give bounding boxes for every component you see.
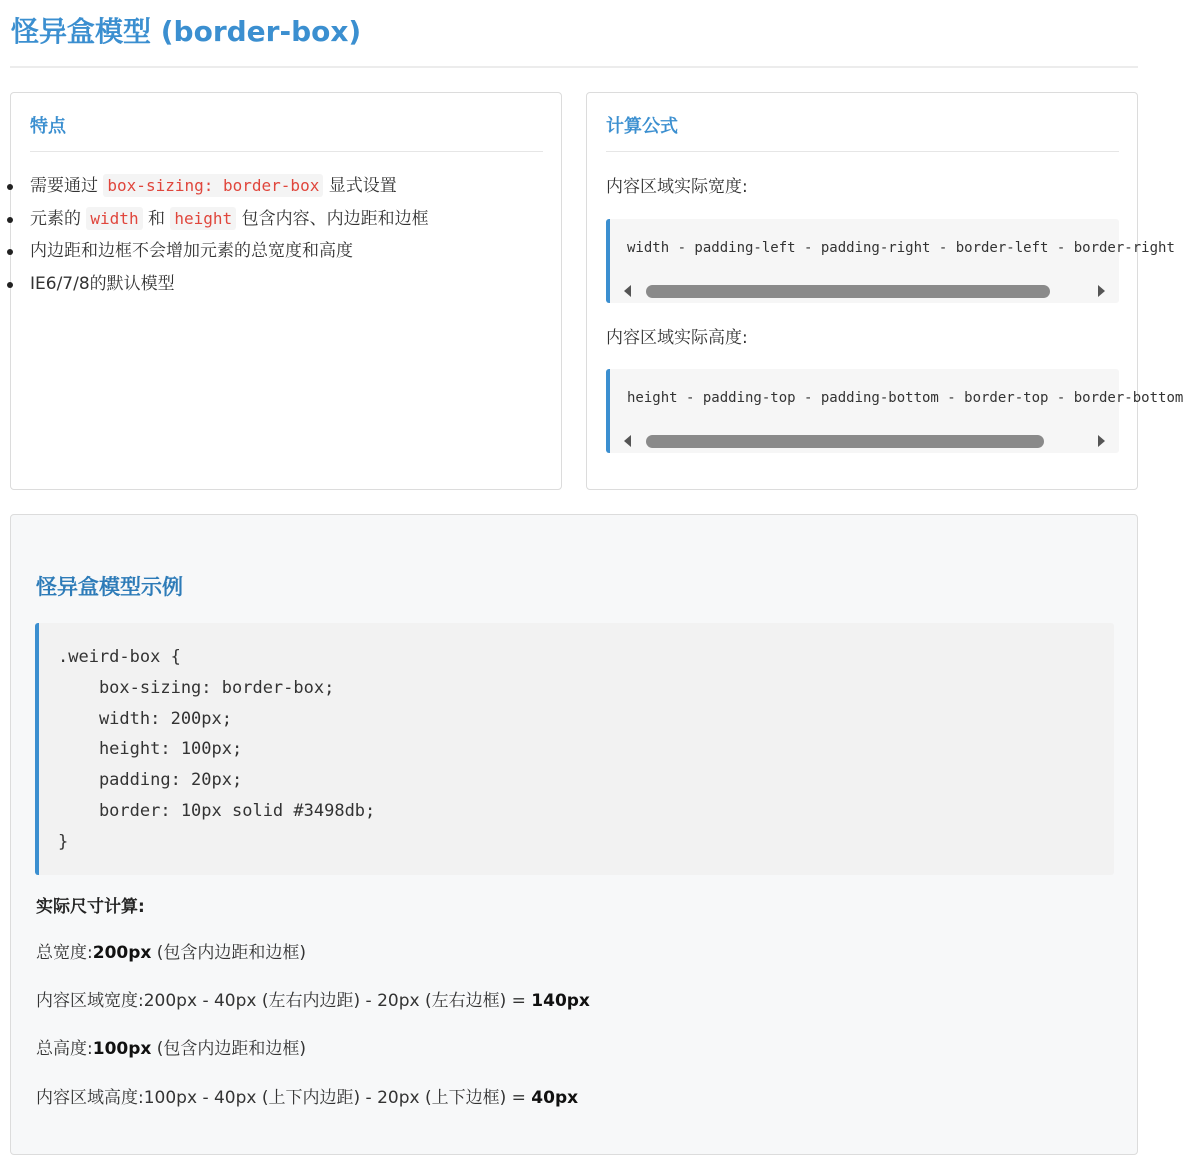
content-width-line: [36, 989, 590, 1013]
example-code-block: .weird-box { box-sizing: border-box; width: 200px; height: 100px; padding: 20px; border: 10px solid #3498db; }: [35, 623, 1114, 875]
feature-text: 内边距和边框不会增加元素的总宽度和高度: [30, 241, 353, 261]
scroll-left-arrow-icon[interactable]: [624, 435, 631, 447]
list-item: [11, 268, 429, 301]
total-height-note: (包含内边距和边框): [151, 1039, 307, 1059]
list-item: [11, 170, 429, 203]
total-height-label: 总高度:: [36, 1039, 93, 1059]
features-divider: [30, 151, 543, 152]
width-formula-label: 内容区域实际宽度:: [606, 177, 748, 197]
page-title: 怪异盒模型 (border-box): [11, 15, 362, 48]
total-width-line: [36, 941, 306, 965]
width-formula-code: width - padding-left - padding-right - border-left - border-right: [627, 240, 1175, 256]
features-list: [11, 170, 429, 300]
scroll-right-arrow-icon[interactable]: [1098, 435, 1105, 447]
content-height-label: 内容区域高度:: [36, 1088, 144, 1108]
content-width-expr: 200px - 40px (左右内边距) - 20px (左右边框) =: [143, 991, 532, 1011]
inline-code: height: [170, 207, 236, 230]
feature-text: 需要通过: [30, 176, 98, 196]
inline-code: width: [86, 207, 142, 230]
total-height-line: [36, 1037, 306, 1061]
title-divider: [10, 66, 1138, 68]
formula-heading: 计算公式: [606, 116, 678, 137]
feature-text: IE6/7/8的默认模型: [30, 273, 175, 294]
formula-divider: [606, 151, 1119, 152]
features-heading: 特点: [30, 116, 66, 137]
total-width-value: 200px: [92, 943, 152, 963]
height-formula-label: 内容区域实际高度:: [606, 328, 748, 348]
inline-code: box-sizing: border-box: [103, 174, 323, 197]
feature-text: 显式设置: [328, 176, 397, 196]
list-item: [11, 235, 429, 268]
total-height-value: 100px: [92, 1039, 152, 1059]
content-width-value: 140px: [531, 991, 590, 1011]
total-width-note: (包含内边距和边框): [151, 943, 307, 963]
total-width-label: 总宽度:: [36, 943, 93, 963]
features-card: [10, 92, 562, 490]
formula-card: [586, 92, 1183, 490]
feature-text: 元素的: [30, 208, 81, 229]
scroll-left-arrow-icon[interactable]: [624, 285, 631, 297]
height-formula-code: height - padding-top - padding-bottom - border-top - border-bottom: [627, 390, 1183, 406]
feature-text: 和: [147, 208, 165, 229]
feature-text: 包含内容、内边距和边框: [241, 208, 429, 229]
content-height-expr: 100px - 40px (上下内边距) - 20px (上下边框) =: [143, 1088, 532, 1108]
height-formula-codebox[interactable]: [606, 369, 1183, 453]
horizontal-scrollbar-thumb[interactable]: [646, 285, 1050, 298]
example-card: [10, 514, 1138, 1155]
calc-title: 实际尺寸计算:: [36, 897, 145, 917]
width-formula-codebox[interactable]: [606, 219, 1175, 303]
content-height-line: [36, 1086, 578, 1110]
horizontal-scrollbar-thumb[interactable]: [646, 435, 1044, 448]
content-height-value: 40px: [531, 1088, 579, 1108]
example-heading: 怪异盒模型示例: [36, 575, 183, 599]
scroll-right-arrow-icon[interactable]: [1098, 285, 1105, 297]
list-item: [11, 203, 429, 236]
content-width-label: 内容区域宽度:: [36, 991, 144, 1011]
